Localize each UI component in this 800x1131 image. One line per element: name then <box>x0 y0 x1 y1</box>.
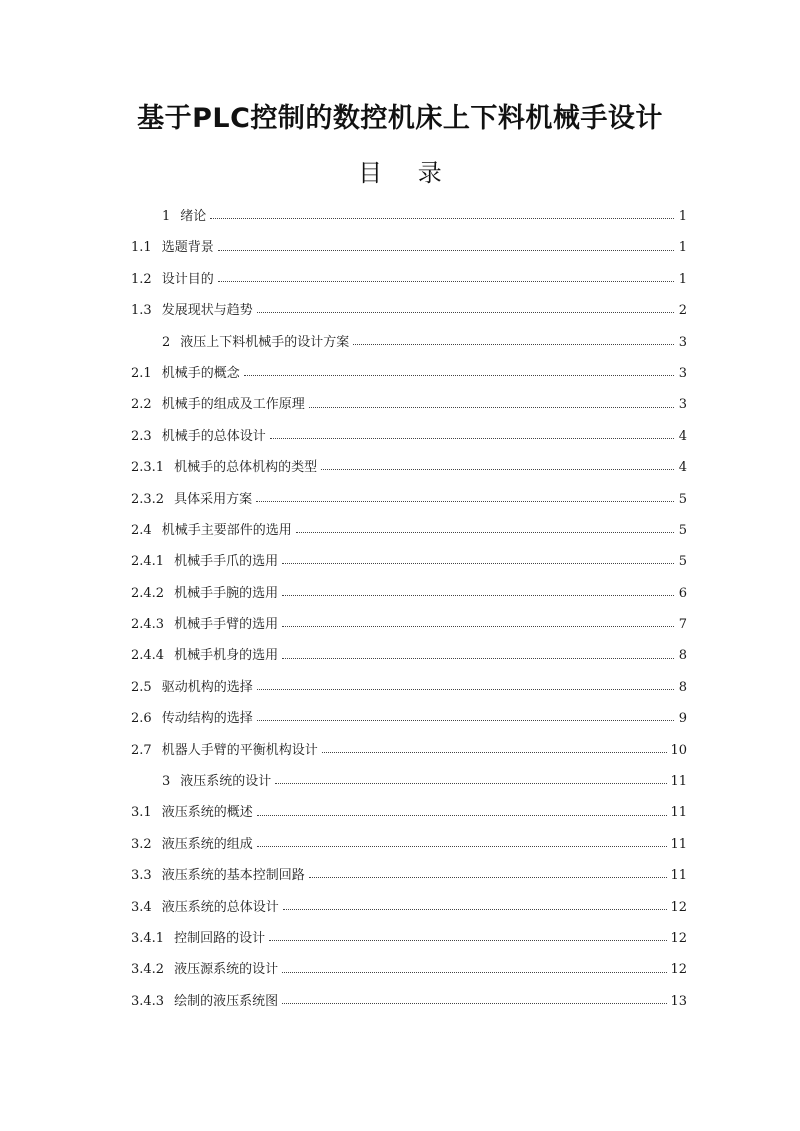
toc-entry-title: 绘制的液压系统图 <box>174 993 279 1009</box>
toc-entry-title: 传动结构的选择 <box>161 711 253 727</box>
toc-entry-title: 液压系统的设计 <box>180 774 272 790</box>
toc-entry-title: 机械手的组成及工作原理 <box>161 397 305 413</box>
toc-entry[interactable] <box>131 201 687 232</box>
toc-entry-text <box>131 923 267 954</box>
toc-entry-text <box>131 829 255 860</box>
toc-entry-title: 机械手手爪的选用 <box>174 554 279 570</box>
dot-leader <box>282 626 674 627</box>
dot-leader <box>257 815 668 816</box>
toc-page-number: 6 <box>678 585 687 601</box>
dot-leader <box>257 720 674 721</box>
toc-page-number: 1 <box>678 209 687 224</box>
dot-leader <box>218 250 674 251</box>
toc-entry[interactable] <box>131 327 687 358</box>
toc-entry-text <box>131 421 268 452</box>
toc-entry[interactable] <box>131 797 687 828</box>
dot-leader <box>282 972 667 973</box>
toc-entry-text <box>131 797 255 828</box>
dot-leader <box>256 501 674 502</box>
toc-entry-text <box>131 232 216 263</box>
toc-entry-number: 2.5 <box>131 679 152 695</box>
toc-page-number: 8 <box>678 648 687 664</box>
toc-entry[interactable] <box>131 232 687 263</box>
dot-leader <box>309 407 674 408</box>
table-of-contents <box>131 201 687 1017</box>
toc-entry-title: 驱动机构的选择 <box>161 679 253 695</box>
toc-entry[interactable] <box>131 578 687 609</box>
toc-entry-number: 2.6 <box>131 711 152 727</box>
toc-entry-text <box>131 892 281 923</box>
toc-entry-text <box>131 640 280 671</box>
toc-page-number: 13 <box>670 993 687 1009</box>
toc-page-number: 1 <box>678 240 687 256</box>
dot-leader <box>283 909 668 910</box>
toc-page-number: 2 <box>678 303 687 319</box>
toc-entry-number: 1.3 <box>131 303 152 319</box>
toc-entry[interactable] <box>131 829 687 860</box>
toc-entry-title: 液压系统的总体设计 <box>161 899 279 915</box>
toc-entry-title: 机械手手腕的选用 <box>174 585 279 601</box>
toc-page-number: 11 <box>670 805 687 821</box>
toc-entry[interactable] <box>131 860 687 891</box>
toc-entry-number: 3.4.3 <box>131 993 165 1009</box>
toc-entry[interactable] <box>131 735 687 766</box>
toc-entry[interactable] <box>131 703 687 734</box>
dot-leader <box>269 940 667 941</box>
toc-entry-text <box>131 358 242 389</box>
toc-entry-number: 2.4.1 <box>131 554 165 570</box>
toc-entry[interactable] <box>131 515 687 546</box>
toc-entry-title: 机械手机身的选用 <box>174 648 279 664</box>
toc-entry-title: 设计目的 <box>161 271 214 287</box>
dot-leader <box>282 563 674 564</box>
toc-entry[interactable] <box>131 358 687 389</box>
toc-entry[interactable] <box>131 389 687 420</box>
toc-entry-title: 液压系统的组成 <box>161 836 253 852</box>
toc-entry-number: 3 <box>162 774 171 790</box>
toc-entry-text <box>131 609 280 640</box>
toc-page-number: 11 <box>670 868 687 884</box>
toc-entry-title: 机械手的总体设计 <box>161 428 266 444</box>
toc-entry-text <box>131 766 273 797</box>
toc-entry-text <box>131 515 294 546</box>
toc-heading: 目 录 <box>358 159 456 187</box>
toc-entry-text <box>131 954 280 985</box>
dot-leader <box>321 469 674 470</box>
toc-entry-text <box>131 484 254 515</box>
dot-leader <box>353 344 674 345</box>
toc-page-number: 7 <box>678 617 687 633</box>
toc-entry[interactable] <box>131 609 687 640</box>
toc-page-number: 4 <box>678 428 687 444</box>
dot-leader <box>275 783 667 784</box>
toc-entry-text <box>131 672 255 703</box>
toc-entry-number: 3.4 <box>131 899 152 915</box>
toc-entry[interactable] <box>131 766 687 797</box>
toc-entry-number: 2.7 <box>131 742 152 758</box>
toc-page-number: 12 <box>670 962 687 978</box>
toc-entry-title: 机械手的总体机构的类型 <box>174 460 318 476</box>
toc-entry-text <box>131 201 208 232</box>
toc-entry-text <box>131 860 307 891</box>
toc-entry-text <box>131 327 351 358</box>
toc-entry-number: 1 <box>162 209 171 224</box>
toc-entry-number: 2.4.4 <box>131 648 165 664</box>
toc-page-number: 3 <box>678 365 687 381</box>
toc-page-number: 3 <box>678 397 687 413</box>
toc-entry-number: 3.4.1 <box>131 930 165 946</box>
toc-entry-number: 2.3 <box>131 428 152 444</box>
dot-leader <box>244 375 674 376</box>
toc-page-number: 5 <box>678 554 687 570</box>
toc-entry-title: 具体采用方案 <box>174 491 253 507</box>
toc-entry-title: 发展现状与趋势 <box>161 303 253 319</box>
toc-entry-number: 3.3 <box>131 868 152 884</box>
toc-entry-number: 2.3.1 <box>131 460 165 476</box>
toc-entry[interactable] <box>131 295 687 326</box>
toc-entry-text <box>131 452 319 483</box>
document-title: 基于PLC控制的数控机床上下料机械手设计 <box>137 103 663 134</box>
toc-page-number: 12 <box>670 930 687 946</box>
toc-entry-number: 2.2 <box>131 397 152 413</box>
toc-entry-number: 3.1 <box>131 805 152 821</box>
toc-entry-number: 3.4.2 <box>131 962 165 978</box>
toc-page-number: 3 <box>678 334 687 350</box>
toc-page-number: 11 <box>670 836 687 852</box>
toc-entry[interactable] <box>131 986 687 1017</box>
toc-entry-title: 机械手手臂的选用 <box>174 617 279 633</box>
toc-entry-title: 机器人手臂的平衡机构设计 <box>161 742 318 758</box>
dot-leader <box>322 752 668 753</box>
toc-entry-title: 液压源系统的设计 <box>174 962 279 978</box>
toc-entry-text <box>131 578 280 609</box>
toc-entry-text <box>131 264 216 295</box>
dot-leader <box>218 281 674 282</box>
toc-entry-number: 2.3.2 <box>131 491 165 507</box>
toc-entry-title: 选题背景 <box>161 240 214 256</box>
toc-entry-title: 液压上下料机械手的设计方案 <box>180 334 350 350</box>
toc-page-number: 5 <box>678 491 687 507</box>
toc-entry[interactable] <box>131 672 687 703</box>
toc-entry-number: 1.1 <box>131 240 152 256</box>
toc-entry-number: 2.1 <box>131 365 152 381</box>
toc-entry-text <box>131 389 307 420</box>
toc-page-number: 11 <box>670 774 687 790</box>
dot-leader <box>282 1003 667 1004</box>
toc-page-number: 12 <box>670 899 687 915</box>
toc-entry[interactable] <box>131 546 687 577</box>
toc-entry-title: 液压系统的基本控制回路 <box>161 868 305 884</box>
toc-entry-number: 1.2 <box>131 271 152 287</box>
toc-entry-title: 机械手主要部件的选用 <box>161 522 292 538</box>
toc-entry-title: 绪论 <box>180 209 207 224</box>
toc-page-number: 1 <box>678 271 687 287</box>
toc-entry-number: 2.4 <box>131 522 152 538</box>
dot-leader <box>282 658 674 659</box>
dot-leader <box>257 312 674 313</box>
toc-entry-title: 液压系统的概述 <box>161 805 253 821</box>
dot-leader <box>210 218 674 219</box>
toc-entry-number: 3.2 <box>131 836 152 852</box>
toc-entry-number: 2.4.3 <box>131 617 165 633</box>
toc-entry[interactable] <box>131 954 687 985</box>
dot-leader <box>270 438 674 439</box>
dot-leader <box>257 846 668 847</box>
toc-entry[interactable] <box>131 892 687 923</box>
toc-entry-title: 机械手的概念 <box>161 365 240 381</box>
toc-entry[interactable] <box>131 484 687 515</box>
toc-entry-text <box>131 295 255 326</box>
toc-page-number: 10 <box>670 742 687 758</box>
toc-page-number: 9 <box>678 711 687 727</box>
toc-entry-text <box>131 986 280 1017</box>
toc-entry[interactable] <box>131 452 687 483</box>
toc-page-number: 5 <box>678 522 687 538</box>
toc-entry-number: 2 <box>162 334 171 350</box>
toc-entry-text <box>131 735 320 766</box>
toc-entry[interactable] <box>131 640 687 671</box>
toc-entry[interactable] <box>131 421 687 452</box>
toc-page-number: 4 <box>678 460 687 476</box>
dot-leader <box>309 877 668 878</box>
toc-page-number: 8 <box>678 679 687 695</box>
toc-entry-title: 控制回路的设计 <box>174 930 266 946</box>
toc-entry-number: 2.4.2 <box>131 585 165 601</box>
dot-leader <box>257 689 674 690</box>
dot-leader <box>282 595 674 596</box>
toc-entry-text <box>131 703 255 734</box>
dot-leader <box>296 532 674 533</box>
toc-entry-text <box>131 546 280 577</box>
toc-entry[interactable] <box>131 264 687 295</box>
toc-entry[interactable] <box>131 923 687 954</box>
